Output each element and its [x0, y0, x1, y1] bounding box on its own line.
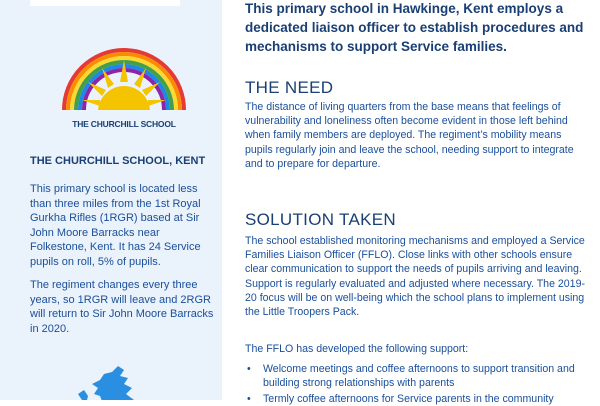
bullet-icon: • — [247, 363, 251, 375]
rainbow-sun-icon — [58, 46, 190, 118]
bullet-icon: • — [247, 393, 251, 405]
regiment-note: The regiment changes every three years, so 1RGR will leave and 2RGR will return to Sir John Moore Barracks in 2020. — [30, 279, 214, 335]
top-strip — [30, 0, 180, 6]
solution-text: The school established monitoring mechanisms and employed a Service Families Liaison Officer (FFLO). Close links with other schools ensure clear communication to support the needs of pupils arriving and leaving. Support is regularly evaluated and adjusted where necessary. The 2019-20 focus will be on well-being which the school plans to implement using the Little Troopers Pack. — [245, 235, 585, 319]
school-description: This primary school is located less than three miles from the 1st Royal Gurkha Rifles (1RGR) based at Sir John Moore Barracks near Folkestone, Kent. It has 24 Service pupils on roll, 5% of pupils. — [30, 183, 201, 268]
solution-heading: SOLUTION TAKEN — [245, 210, 396, 229]
school-logo — [58, 46, 190, 134]
list-item-text: Welcome meetings and coffee afternoons to support transition and building strong relationships with parents — [263, 363, 575, 390]
logo-text: THE CHURCHILL SCHOOL — [72, 119, 176, 129]
list-item-text: Termly coffee afternoons for Service parents in the community — [263, 393, 554, 405]
uk-map-icon — [74, 366, 164, 400]
support-intro: The FFLO has developed the following support: — [245, 343, 469, 355]
intro-text: This primary school in Hawkinge, Kent employs a dedicated liaison officer to establish procedures and mechanisms to support Service families. — [245, 1, 584, 54]
sidebar — [0, 0, 222, 400]
need-text: The distance of living quarters from the base means that feelings of vulnerability and loneliness often become evident in those left behind when family members are deployed. The regiment’s mobility means pupils regularly join and leave the school, needing support to integrate and to prepare for departure. — [245, 101, 574, 170]
need-heading: THE NEED — [245, 78, 334, 97]
school-heading: THE CHURCHILL SCHOOL, KENT — [30, 155, 206, 167]
